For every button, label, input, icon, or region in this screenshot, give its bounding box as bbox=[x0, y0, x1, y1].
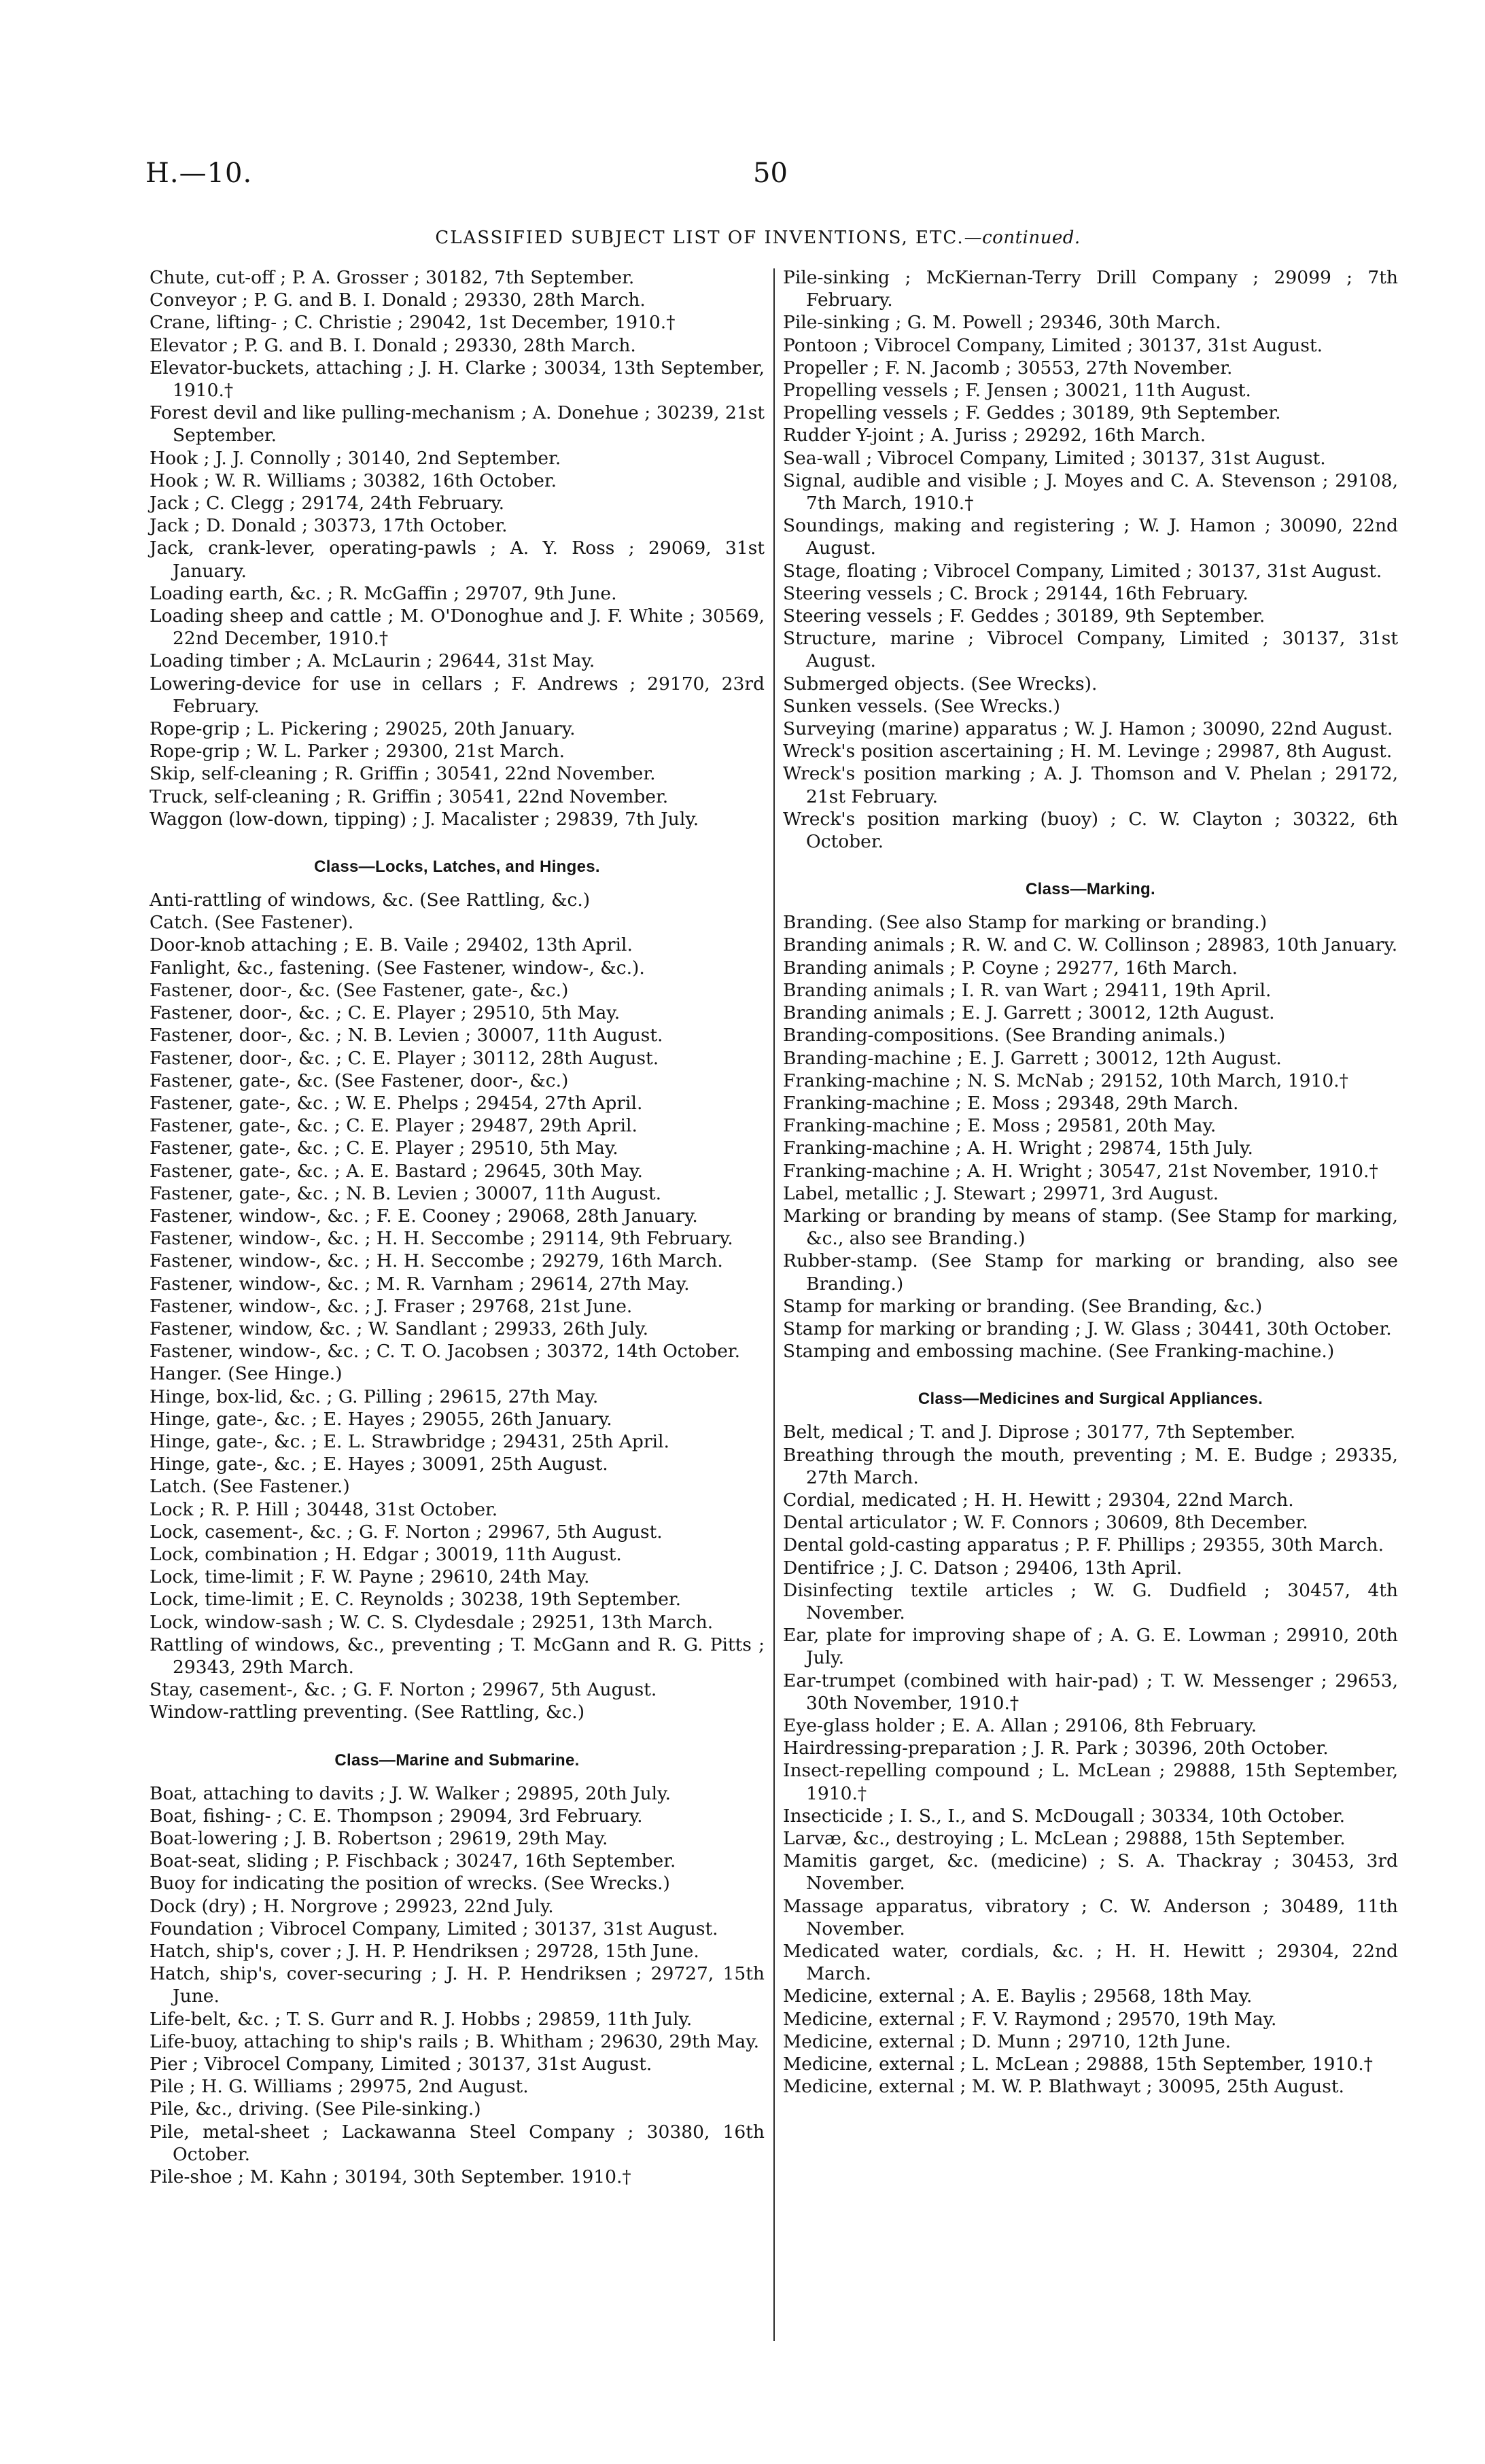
index-entry: Fastener, gate-, &c. ; N. B. Levien ; 30007, 11th August. bbox=[150, 1182, 662, 1204]
index-entry: Pontoon ; Vibrocel Company, Limited ; 30137, 31st August. bbox=[783, 334, 1323, 356]
index-entry: Rope-grip ; L. Pickering ; 29025, 20th January. bbox=[150, 718, 576, 740]
class-heading: Class—Marine and Submarine. bbox=[334, 1750, 580, 1770]
index-entry: Hanger. (See Hinge.) bbox=[150, 1363, 343, 1385]
index-entry: Medicine, external ; F. V. Raymond ; 29570, 19th May. bbox=[783, 2008, 1277, 2030]
index-entry: Surveying (marine) apparatus ; W. J. Hamon ; 30090, 22nd August. bbox=[783, 718, 1393, 740]
index-entry: Ear-trumpet (combined with hair-pad) ; T. W. Messenger ; 29653, 30th November, 1910.† bbox=[783, 1670, 1398, 1714]
index-entry: Structure, marine ; Vibrocel Company, Limited ; 30137, 31st August. bbox=[783, 628, 1398, 672]
index-entry: Crane, lifting- ; C. Christie ; 29042, 1st December, 1910.† bbox=[150, 312, 676, 334]
index-entry: Breathing through the mouth, preventing ; M. E. Budge ; 29335, 27th March. bbox=[783, 1444, 1398, 1488]
index-entry: Latch. (See Fastener.) bbox=[150, 1476, 350, 1498]
index-entry: Fastener, door-, &c. (See Fastener, gate-, &c.) bbox=[150, 979, 569, 1001]
index-entry: Wreck's position marking (buoy) ; C. W. Clayton ; 30322, 6th October. bbox=[783, 808, 1398, 853]
index-entry: Fastener, window-, &c. ; H. H. Seccombe ; 29114, 9th February. bbox=[150, 1228, 733, 1250]
index-entry: Branding. (See also Stamp for marking or branding.) bbox=[783, 912, 1268, 934]
index-entry: Propelling vessels ; F. Jensen ; 30021, 11th August. bbox=[783, 380, 1251, 402]
index-entry: Pile, &c., driving. (See Pile-sinking.) bbox=[150, 2098, 481, 2120]
index-entry: Stay, casement-, &c. ; G. F. Norton ; 29967, 5th August. bbox=[150, 1679, 657, 1701]
index-entry: Franking-machine ; A. H. Wright ; 29874, 15th July. bbox=[783, 1138, 1253, 1159]
index-entry: Rope-grip ; W. L. Parker ; 29300, 21st March. bbox=[150, 741, 565, 762]
index-entry: Loading timber ; A. McLaurin ; 29644, 31st May. bbox=[150, 650, 595, 672]
index-entry: Jack ; C. Clegg ; 29174, 24th February. bbox=[150, 493, 505, 514]
index-entry: Fastener, window-, &c. ; F. E. Cooney ; 29068, 28th January. bbox=[150, 1205, 698, 1227]
index-entry: Fastener, door-, &c. ; C. E. Player ; 29510, 5th May. bbox=[150, 1002, 621, 1024]
index-entry: Life-buoy, attaching to ship's rails ; B. Whitham ; 29630, 29th May. bbox=[150, 2030, 760, 2052]
index-entry: Fastener, gate-, &c. ; W. E. Phelps ; 29454, 27th April. bbox=[150, 1092, 643, 1114]
index-entry: Boat, attaching to davits ; J. W. Walker ; 29895, 20th July. bbox=[150, 1782, 671, 1804]
index-entry: Elevator-buckets, attaching ; J. H. Clarke ; 30034, 13th September, 1910.† bbox=[150, 357, 765, 402]
index-entry: Medicine, external ; D. Munn ; 29710, 12th June. bbox=[783, 2030, 1231, 2052]
index-entry: Medicine, external ; L. McLean ; 29888, 15th September, 1910.† bbox=[783, 2054, 1373, 2075]
index-entry: Soundings, making and registering ; W. J. Hamon ; 30090, 22nd August. bbox=[783, 515, 1398, 559]
class-heading: Class—Marking. bbox=[1026, 880, 1155, 899]
index-entry: Stage, floating ; Vibrocel Company, Limited ; 30137, 31st August. bbox=[783, 560, 1382, 582]
index-entry: Loading sheep and cattle ; M. O'Donoghue and J. F. White ; 30569, 22nd December, 1910.† bbox=[150, 605, 765, 650]
index-entry: Hatch, ship's, cover ; J. H. P. Hendriksen ; 29728, 15th June. bbox=[150, 1941, 699, 1963]
index-entry: Franking-machine ; E. Moss ; 29581, 20th May. bbox=[783, 1115, 1217, 1137]
index-entry: Branding animals ; R. W. and C. W. Collinson ; 28983, 10th January. bbox=[783, 934, 1398, 956]
index-entry: Mamitis garget, &c. (medicine) ; S. A. Thackray ; 30453, 3rd November. bbox=[783, 1850, 1398, 1895]
index-entry: Ear, plate for improving shape of ; A. G. E. Lowman ; 29910, 20th July. bbox=[783, 1625, 1398, 1669]
index-entry: Fastener, gate-, &c. ; A. E. Bastard ; 29645, 30th May. bbox=[150, 1160, 643, 1182]
index-entry: Branding animals ; P. Coyne ; 29277, 16th March. bbox=[783, 957, 1238, 979]
series-code: H.—10. bbox=[145, 158, 253, 189]
index-entry: Lock, time-limit ; E. C. Reynolds ; 30238, 19th September. bbox=[150, 1589, 682, 1611]
index-entry: Rubber-stamp. (See Stamp for marking or branding, also see Branding.) bbox=[783, 1250, 1398, 1295]
index-entry: Dental articulator ; W. F. Connors ; 30609, 8th December. bbox=[783, 1512, 1308, 1534]
index-entry: Fastener, window, &c. ; W. Sandlant ; 29933, 26th July. bbox=[150, 1318, 649, 1339]
index-entry: Catch. (See Fastener). bbox=[150, 912, 354, 934]
index-entry: Medicine, external ; A. E. Baylis ; 29568, 18th May. bbox=[783, 1986, 1253, 2007]
index-entry: Hinge, gate-, &c. ; E. Hayes ; 29055, 26th January. bbox=[150, 1408, 612, 1430]
index-entry: Lowering-device for use in cellars ; F. Andrews ; 29170, 23rd February. bbox=[150, 673, 765, 717]
column-divider bbox=[773, 268, 775, 2341]
index-entry: Hatch, ship's, cover-securing ; J. H. P. Hendriksen ; 29727, 15th June. bbox=[150, 1963, 765, 2007]
index-entry: Hinge, box-lid, &c. ; G. Pilling ; 29615, 27th May. bbox=[150, 1386, 599, 1407]
index-entry: Fastener, door-, &c. ; C. E. Player ; 30112, 28th August. bbox=[150, 1047, 659, 1069]
index-entry: Lock, combination ; H. Edgar ; 30019, 11th August. bbox=[150, 1543, 622, 1565]
index-entry: Dock (dry) ; H. Norgrove ; 29923, 22nd July. bbox=[150, 1895, 554, 1917]
index-entry: Stamp for marking or branding ; J. W. Glass ; 30441, 30th October. bbox=[783, 1318, 1392, 1339]
index-entry: Branding animals ; E. J. Garrett ; 30012, 12th August. bbox=[783, 1002, 1275, 1024]
index-entry: Pile, metal-sheet ; Lackawanna Steel Company ; 30380, 16th October. bbox=[150, 2121, 765, 2165]
index-entry: Buoy for indicating the position of wrecks. (See Wrecks.) bbox=[150, 1873, 670, 1895]
class-heading: Class—Medicines and Surgical Appliances. bbox=[918, 1390, 1263, 1409]
index-entry: Fastener, window-, &c. ; C. T. O. Jacobsen ; 30372, 14th October. bbox=[150, 1341, 741, 1362]
index-entry: Chute, cut-off ; P. A. Grosser ; 30182, 7th September. bbox=[150, 267, 635, 288]
left-column bbox=[150, 266, 765, 2188]
index-entry: Anti-rattling of windows, &c. (See Rattling, &c.) bbox=[150, 890, 591, 911]
index-entry: Hook ; J. J. Connolly ; 30140, 2nd September. bbox=[150, 447, 561, 469]
index-entry: Fastener, gate-, &c. (See Fastener, door-, &c.) bbox=[150, 1070, 569, 1091]
index-entry: Lock, casement-, &c. ; G. F. Norton ; 29967, 5th August. bbox=[150, 1521, 663, 1543]
index-entry: Loading earth, &c. ; R. McGaffin ; 29707, 9th June. bbox=[150, 582, 617, 604]
index-entry: Pier ; Vibrocel Company, Limited ; 30137, 31st August. bbox=[150, 2054, 652, 2075]
index-entry: Marking or branding by means of stamp. (See Stamp for marking, &c., also see Branding.) bbox=[783, 1205, 1398, 1250]
index-entry: Branding-compositions. (See Branding animals.) bbox=[783, 1025, 1226, 1046]
index-entry: Branding animals ; I. R. van Wart ; 29411, 19th April. bbox=[783, 979, 1272, 1001]
index-entry: Cordial, medicated ; H. H. Hewitt ; 29304, 22nd March. bbox=[783, 1489, 1294, 1511]
index-entry: Life-belt, &c. ; T. S. Gurr and R. J. Hobbs ; 29859, 11th July. bbox=[150, 2008, 693, 2030]
index-entry: Fastener, window-, &c. ; H. H. Seccombe ; 29279, 16th March. bbox=[150, 1250, 723, 1272]
index-entry: Dental gold-casting apparatus ; P. F. Phillips ; 29355, 30th March. bbox=[783, 1534, 1384, 1556]
index-entry: Pile-sinking ; G. M. Powell ; 29346, 30th March. bbox=[783, 312, 1221, 334]
index-entry: Boat, fishing- ; C. E. Thompson ; 29094, 3rd February. bbox=[150, 1805, 643, 1827]
index-entry: Wreck's position marking ; A. J. Thomson and V. Phelan ; 29172, 21st February. bbox=[783, 763, 1398, 807]
index-entry: Larvæ, &c., destroying ; L. McLean ; 29888, 15th September. bbox=[783, 1828, 1346, 1849]
index-entry: Hinge, gate-, &c. ; E. Hayes ; 30091, 25th August. bbox=[150, 1454, 608, 1475]
index-entry: Window-rattling preventing. (See Rattling, &c.) bbox=[150, 1702, 585, 1723]
index-entry: Franking-machine ; N. S. McNab ; 29152, 10th March, 1910.† bbox=[783, 1070, 1348, 1091]
index-entry: Insect-repelling compound ; L. McLean ; 29888, 15th September, 1910.† bbox=[783, 1760, 1398, 1804]
index-entry: Franking-machine ; A. H. Wright ; 30547, 21st November, 1910.† bbox=[783, 1160, 1378, 1182]
page-number: 50 bbox=[753, 158, 788, 189]
index-entry: Massage apparatus, vibratory ; C. W. Anderson ; 30489, 11th November. bbox=[783, 1895, 1398, 1939]
index-entry: Hairdressing-preparation ; J. R. Park ; 30396, 20th October. bbox=[783, 1738, 1329, 1759]
index-entry: Dentifrice ; J. C. Datson ; 29406, 13th April. bbox=[783, 1557, 1183, 1579]
index-entry: Medicine, external ; M. W. P. Blathwayt ; 30095, 25th August. bbox=[783, 2076, 1344, 2098]
index-entry: Jack ; D. Donald ; 30373, 17th October. bbox=[150, 515, 508, 537]
index-entry: Sunken vessels. (See Wrecks.) bbox=[783, 695, 1060, 717]
index-entry: Rattling of windows, &c., preventing ; T. McGann and R. G. Pitts ; 29343, 29th March. bbox=[150, 1634, 765, 1678]
index-entry: Eye-glass holder ; E. A. Allan ; 29106, 8th February. bbox=[783, 1714, 1257, 1736]
index-entry: Hook ; W. R. Williams ; 30382, 16th October. bbox=[150, 470, 557, 491]
index-entry: Label, metallic ; J. Stewart ; 29971, 3rd August. bbox=[783, 1182, 1219, 1204]
index-entry: Insecticide ; I. S., I., and S. McDougall ; 30334, 10th October. bbox=[783, 1805, 1346, 1827]
index-entry: Sea-wall ; Vibrocel Company, Limited ; 30137, 31st August. bbox=[783, 447, 1326, 469]
index-entry: Truck, self-cleaning ; R. Griffin ; 30541, 22nd November. bbox=[150, 786, 669, 807]
index-entry: Fastener, door-, &c. ; N. B. Levien ; 30007, 11th August. bbox=[150, 1025, 663, 1046]
index-entry: Elevator ; P. G. and B. I. Donald ; 29330, 28th March. bbox=[150, 334, 636, 356]
index-entry: Forest devil and like pulling-mechanism ; A. Donehue ; 30239, 21st September. bbox=[150, 402, 765, 446]
index-entry: Signal, audible and visible ; J. Moyes and C. A. Stevenson ; 29108, 7th March, 1910.† bbox=[783, 470, 1398, 514]
index-entry: Disinfecting textile articles ; W. G. Dudfield ; 30457, 4th November. bbox=[783, 1579, 1398, 1623]
index-entry: Stamp for marking or branding. (See Branding, &c.) bbox=[783, 1295, 1263, 1317]
index-entry: Steering vessels ; F. Geddes ; 30189, 9th September. bbox=[783, 605, 1265, 627]
running-title-main: CLASSIFIED SUBJECT LIST OF INVENTIONS, ETC. bbox=[435, 228, 964, 248]
index-entry: Lock, time-limit ; F. W. Payne ; 29610, 24th May. bbox=[150, 1566, 590, 1588]
index-entry: Boat-lowering ; J. B. Robertson ; 29619, 29th May. bbox=[150, 1828, 608, 1849]
running-title bbox=[150, 228, 1366, 248]
index-entry: Lock, window-sash ; W. C. S. Clydesdale ; 29251, 13th March. bbox=[150, 1611, 714, 1633]
index-entry: Skip, self-cleaning ; R. Griffin ; 30541, 22nd November. bbox=[150, 763, 656, 785]
index-entry: Propeller ; F. N. Jacomb ; 30553, 27th November. bbox=[783, 357, 1233, 379]
index-entry: Belt, medical ; T. and J. Diprose ; 30177, 7th September. bbox=[783, 1422, 1296, 1443]
index-entry: Boat-seat, sliding ; P. Fischback ; 30247, 16th September. bbox=[150, 1850, 676, 1872]
index-entry: Submerged objects. (See Wrecks). bbox=[783, 673, 1098, 694]
index-entry: Conveyor ; P. G. and B. I. Donald ; 29330, 28th March. bbox=[150, 289, 646, 311]
index-entry: Door-knob attaching ; E. B. Vaile ; 29402, 13th April. bbox=[150, 934, 633, 956]
index-entry: Fastener, window-, &c. ; J. Fraser ; 29768, 21st June. bbox=[150, 1295, 633, 1317]
index-entry: Fanlight, &c., fastening. (See Fastener, window-, &c.). bbox=[150, 957, 645, 979]
index-entry: Foundation ; Vibrocel Company, Limited ; 30137, 31st August. bbox=[150, 1918, 718, 1939]
index-entry: Wreck's position ascertaining ; H. M. Levinge ; 29987, 8th August. bbox=[783, 741, 1393, 762]
index-entry: Jack, crank-lever, operating-pawls ; A. Y. Ross ; 29069, 31st January. bbox=[150, 538, 765, 582]
index-entry: Fastener, gate-, &c. ; C. E. Player ; 29487, 29th April. bbox=[150, 1115, 637, 1137]
index-entry: Fastener, gate-, &c. ; C. E. Player ; 29510, 5th May. bbox=[150, 1138, 618, 1159]
index-entry: Rudder Y-joint ; A. Juriss ; 29292, 16th March. bbox=[783, 425, 1206, 446]
index-entry: Pile-sinking ; McKiernan-Terry Drill Company ; 29099 ; 7th February. bbox=[783, 267, 1398, 311]
index-entry: Pile ; H. G. Williams ; 29975, 2nd August. bbox=[150, 2076, 529, 2098]
index-entry: Propelling vessels ; F. Geddes ; 30189, 9th September. bbox=[783, 402, 1281, 424]
class-heading: Class—Locks, Latches, and Hinges. bbox=[314, 858, 600, 877]
index-entry: Medicated water, cordials, &c. ; H. H. Hewitt ; 29304, 22nd March. bbox=[783, 1941, 1398, 1985]
index-entry: Franking-machine ; E. Moss ; 29348, 29th March. bbox=[783, 1092, 1239, 1114]
index-entry: Waggon (low-down, tipping) ; J. Macalister ; 29839, 7th July. bbox=[150, 808, 699, 830]
index-entry: Steering vessels ; C. Brock ; 29144, 16th February. bbox=[783, 582, 1248, 604]
index-entry: Branding-machine ; E. J. Garrett ; 30012, 12th August. bbox=[783, 1047, 1282, 1069]
index-entry: Pile-shoe ; M. Kahn ; 30194, 30th September. 1910.† bbox=[150, 2166, 631, 2188]
index-entry: Hinge, gate-, &c. ; E. L. Strawbridge ; 29431, 25th April. bbox=[150, 1430, 669, 1452]
index-entry: Stamping and embossing machine. (See Franking-machine.) bbox=[783, 1341, 1335, 1362]
running-title-suffix: —continued. bbox=[964, 228, 1081, 248]
right-column bbox=[783, 266, 1398, 2098]
index-entry: Fastener, window-, &c. ; M. R. Varnham ; 29614, 27th May. bbox=[150, 1273, 690, 1295]
index-entry: Lock ; R. P. Hill ; 30448, 31st October. bbox=[150, 1498, 498, 1520]
